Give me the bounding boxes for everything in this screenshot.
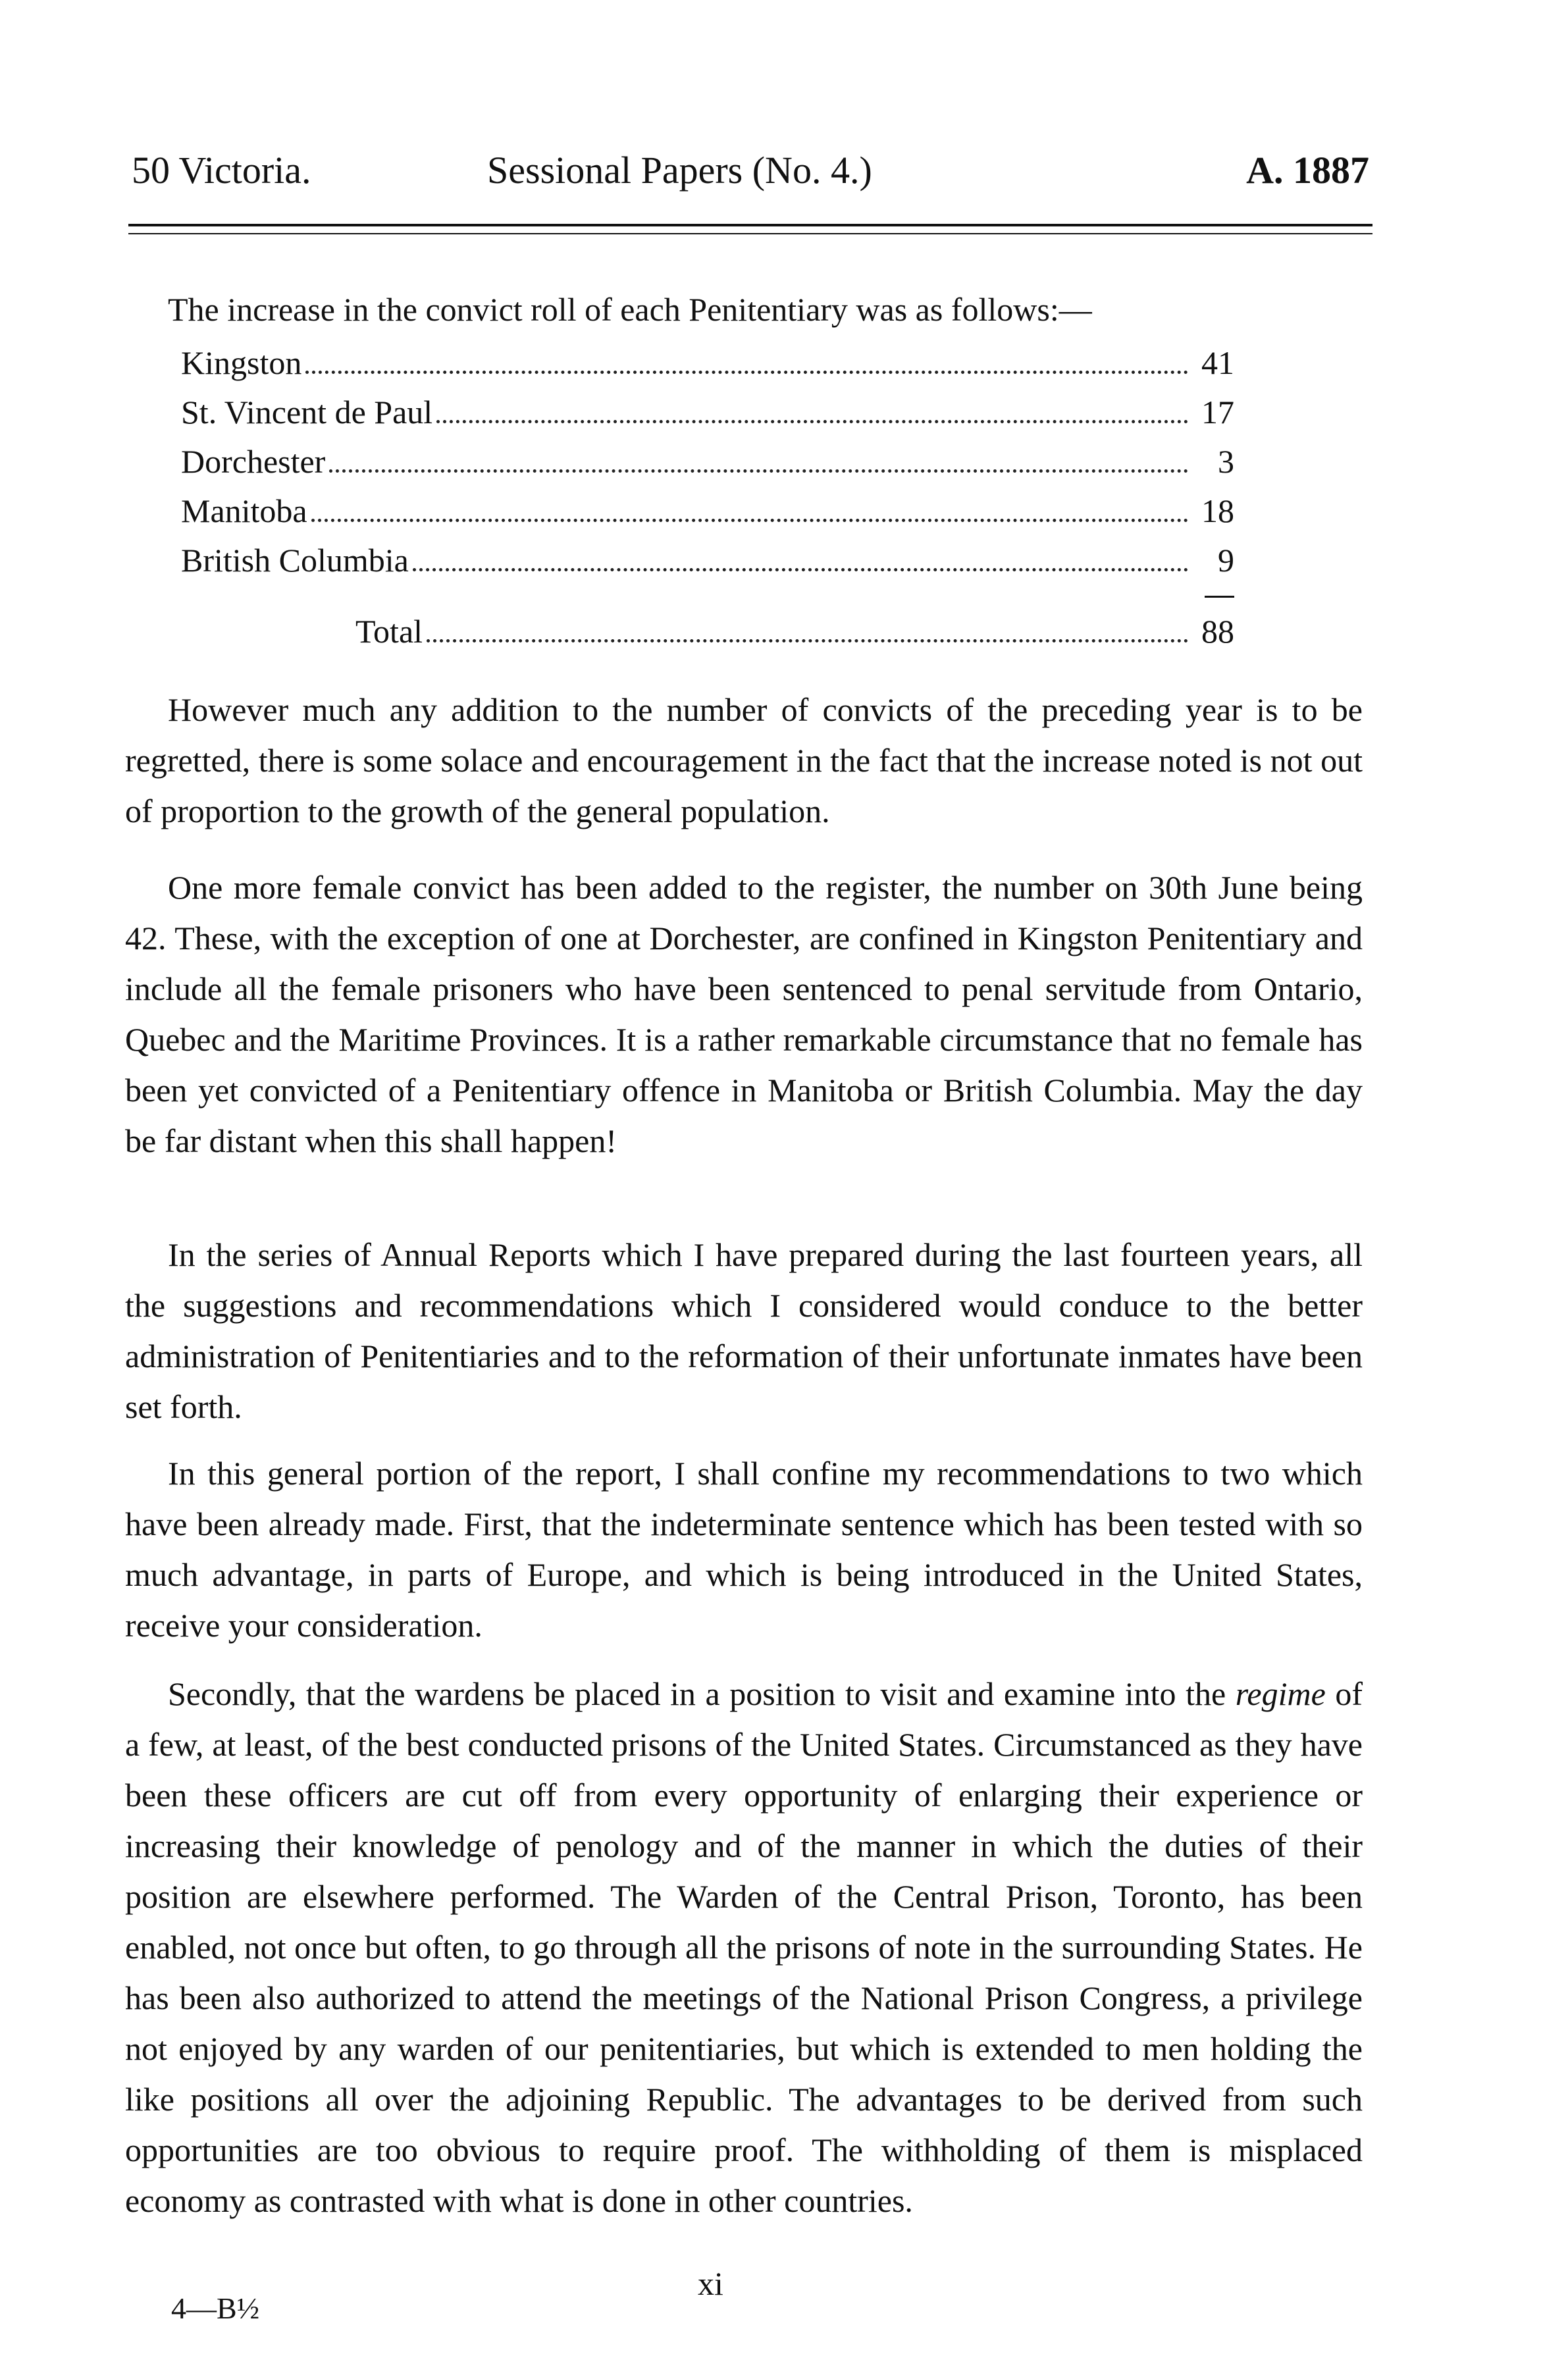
intro-text: The increase in the convict roll of each Penitentiary was as follows:— [168, 291, 1092, 328]
roll-row-st-vincent [181, 393, 1234, 442]
header-title: Sessional Papers (No. 4.) [487, 149, 872, 192]
roll-name: Manitoba [181, 492, 307, 529]
paragraph-female-convicts [125, 862, 1363, 1166]
paragraph-text [125, 1669, 1363, 2226]
signature-mark: 4—B½ [171, 2291, 260, 2325]
paragraph-indeterminate-sentence [125, 1448, 1363, 1651]
paragraph-text: One more female convict has been added to the register, the number on 30th June being 42. These, with the exception of one at Dorchester, are confined in Kingston Penitentiary and include all the female prisoners who have been sentenced to penal servitude from Ontario, Quebec and the Maritime Provinces. It is a rather remarkable circumstance that no female has been yet convicted of a Penitentiary offence in Manitoba or British Columbia. May the day be far distant when this shall happen! [125, 869, 1363, 1159]
paragraph-text: In the series of Annual Reports which I have prepared during the last fourteen years, all the suggestions and recommendations which I considered would conduce to the better administration of Penitentiaries and to the reformation of their unfortunate inmates have been set forth. [125, 1236, 1363, 1425]
convict-roll-list [181, 344, 1234, 590]
roll-value: 9 [1218, 542, 1234, 579]
paragraph-population [125, 685, 1363, 837]
paragraph-text: In this general portion of the report, I shall confine my recommendations to two which have been already made. First, that the indeterminate sentence which has been tested with so much advantage, in parts of Europe, and which is being introduced in the United States, receive your consideration. [125, 1455, 1363, 1644]
roll-row-manitoba [181, 492, 1234, 541]
total-rule [1205, 596, 1234, 598]
dot-leader [311, 519, 1188, 522]
paragraph-text: However much any addition to the number of convicts of the preceding year is to be regretted, there is some solace and encouragement in the fact that the increase noted is not out of proportion to the growth of the general population. [125, 691, 1363, 829]
italic-word: regime [1235, 1675, 1326, 1712]
dot-leader [427, 639, 1188, 642]
header-rule-thin [128, 233, 1372, 234]
roll-row-british-columbia [181, 541, 1234, 590]
roll-total [355, 612, 1234, 662]
roll-value: 17 [1201, 394, 1234, 431]
roll-value: 3 [1218, 443, 1234, 480]
paragraph-annual-reports [125, 1230, 1363, 1432]
roll-value: 18 [1201, 492, 1234, 529]
dot-leader [413, 568, 1188, 571]
roll-row-kingston [181, 344, 1234, 393]
dot-leader [305, 371, 1188, 374]
roll-name: Kingston [181, 344, 302, 381]
paragraph-text-part: of a few, at least, of the best conducted prisons of the United States. Circumstanced as they have been these officers are cut off from every opportunity of enlarging their experience or increasing their knowledge of penology and of the manner in which the duties of their position are elsewhere performed. The Warden of the Central Prison, Toronto, has been enabled, not once but often, to go through all the prisons of note in the surrounding States. He has been also authorized to attend the meetings of the National Prison Congress, a privilege not enjoyed by any warden of our penitentiaries, but which is extended to men holding the like positions all over the adjoining Republic. The advantages to be derived from such opportunities are too obvious to require proof. The withholding of them is misplaced economy as contrasted with what is done in other countries. [125, 1675, 1363, 2219]
paragraph-wardens [125, 1669, 1363, 2226]
header-volume: 50 Victoria. [132, 149, 311, 192]
roll-name: British Columbia [181, 542, 409, 579]
header-year: A. 1887 [1246, 149, 1369, 192]
total-value: 88 [1201, 613, 1234, 650]
total-label: Total [355, 613, 423, 650]
paragraph-text-part: Secondly, that the wardens be placed in a position to visit and examine into the [168, 1675, 1226, 1712]
roll-value: 41 [1201, 344, 1234, 381]
page-number: xi [698, 2265, 723, 2302]
roll-row-dorchester [181, 442, 1234, 492]
roll-name: St. Vincent de Paul [181, 394, 433, 431]
header-rule-thick [128, 224, 1372, 226]
dot-leader [436, 420, 1188, 423]
dot-leader [329, 469, 1188, 473]
page-header [132, 148, 1369, 201]
roll-name: Dorchester [181, 443, 326, 480]
